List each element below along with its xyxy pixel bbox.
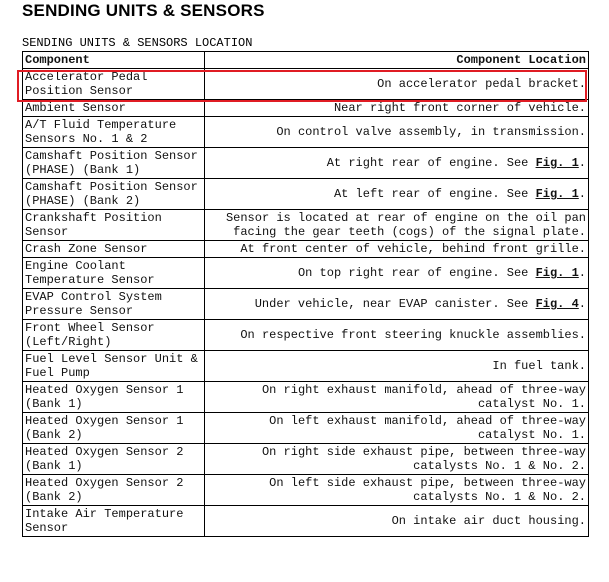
location-tail: . xyxy=(578,297,586,311)
location-cell xyxy=(205,69,589,100)
location-text: On accelerator pedal bracket. xyxy=(377,77,586,91)
component-cell: Camshaft Position Sensor (PHASE) (Bank 2) xyxy=(23,179,205,210)
table-body xyxy=(23,69,589,537)
component-cell: Ambient Sensor xyxy=(23,100,205,117)
component-cell: Front Wheel Sensor (Left/Right) xyxy=(23,320,205,351)
location-cell xyxy=(205,210,589,241)
component-cell: Intake Air Temperature Sensor xyxy=(23,506,205,537)
component-cell: Crankshaft Position Sensor xyxy=(23,210,205,241)
location-text: Near right front corner of vehicle. xyxy=(333,101,586,115)
table-row xyxy=(23,179,589,210)
location-tail: . xyxy=(578,187,586,201)
component-cell: Crash Zone Sensor xyxy=(23,241,205,258)
location-cell xyxy=(205,148,589,179)
figure-link[interactable]: Fig. 1 xyxy=(535,266,579,280)
location-cell xyxy=(205,475,589,506)
component-cell: Camshaft Position Sensor (PHASE) (Bank 1) xyxy=(23,148,205,179)
location-text: On left side exhaust pipe, between three-way catalysts No. 1 & No. 2. xyxy=(269,476,586,504)
location-text: On control valve assembly, in transmission. xyxy=(276,125,586,139)
location-text: At front center of vehicle, behind front grille. xyxy=(240,242,586,256)
location-cell xyxy=(205,351,589,382)
table-row xyxy=(23,69,589,100)
header-component: Component xyxy=(23,52,205,69)
table-row xyxy=(23,475,589,506)
location-cell xyxy=(205,382,589,413)
location-text: On top right rear of engine. See xyxy=(297,266,536,280)
figure-link[interactable]: Fig. 4 xyxy=(535,297,579,311)
location-cell xyxy=(205,179,589,210)
table-row xyxy=(23,241,589,258)
page-title: SENDING UNITS & SENSORS xyxy=(22,1,265,20)
location-tail: . xyxy=(578,266,586,280)
table-row xyxy=(23,117,589,148)
table-row xyxy=(23,351,589,382)
table-row xyxy=(23,210,589,241)
location-cell xyxy=(205,117,589,148)
location-text: In fuel tank. xyxy=(492,359,586,373)
table-caption: SENDING UNITS & SENSORS LOCATION xyxy=(22,36,253,50)
location-text: On right exhaust manifold, ahead of three-way catalyst No. 1. xyxy=(261,383,586,411)
figure-link[interactable]: Fig. 1 xyxy=(535,187,579,201)
location-cell xyxy=(205,413,589,444)
table-row xyxy=(23,444,589,475)
table-row xyxy=(23,413,589,444)
table-row xyxy=(23,258,589,289)
component-cell: Accelerator Pedal Position Sensor xyxy=(23,69,205,100)
location-tail: . xyxy=(578,156,586,170)
location-cell xyxy=(205,241,589,258)
table-header-row xyxy=(23,52,589,69)
header-location: Component Location xyxy=(205,52,589,69)
location-cell xyxy=(205,444,589,475)
location-text: At right rear of engine. See xyxy=(326,156,536,170)
location-text: On right side exhaust pipe, between three-way catalysts No. 1 & No. 2. xyxy=(261,445,586,473)
component-cell: Heated Oxygen Sensor 2 (Bank 1) xyxy=(23,444,205,475)
location-text: On respective front steering knuckle assemblies. xyxy=(240,328,586,342)
table-row xyxy=(23,148,589,179)
table-row xyxy=(23,100,589,117)
table-row xyxy=(23,320,589,351)
component-cell: EVAP Control System Pressure Sensor xyxy=(23,289,205,320)
component-cell: Heated Oxygen Sensor 1 (Bank 2) xyxy=(23,413,205,444)
table-row xyxy=(23,506,589,537)
table-row xyxy=(23,382,589,413)
location-text: On left exhaust manifold, ahead of three-way catalyst No. 1. xyxy=(269,414,586,442)
location-text: At left rear of engine. See xyxy=(333,187,536,201)
location-cell xyxy=(205,506,589,537)
location-text: Under vehicle, near EVAP canister. See xyxy=(254,297,536,311)
figure-link[interactable]: Fig. 1 xyxy=(535,156,579,170)
component-cell: A/T Fluid Temperature Sensors No. 1 & 2 xyxy=(23,117,205,148)
component-cell: Heated Oxygen Sensor 2 (Bank 2) xyxy=(23,475,205,506)
component-cell: Engine Coolant Temperature Sensor xyxy=(23,258,205,289)
location-text: Sensor is located at rear of engine on the oil pan facing the gear teeth (cogs) of the signal plate. xyxy=(225,211,586,239)
sensor-location-table xyxy=(22,51,589,537)
component-cell: Heated Oxygen Sensor 1 (Bank 1) xyxy=(23,382,205,413)
location-cell xyxy=(205,100,589,117)
table-row xyxy=(23,289,589,320)
location-cell xyxy=(205,258,589,289)
location-cell xyxy=(205,289,589,320)
location-text: On intake air duct housing. xyxy=(391,514,586,528)
component-cell: Fuel Level Sensor Unit & Fuel Pump xyxy=(23,351,205,382)
location-cell xyxy=(205,320,589,351)
